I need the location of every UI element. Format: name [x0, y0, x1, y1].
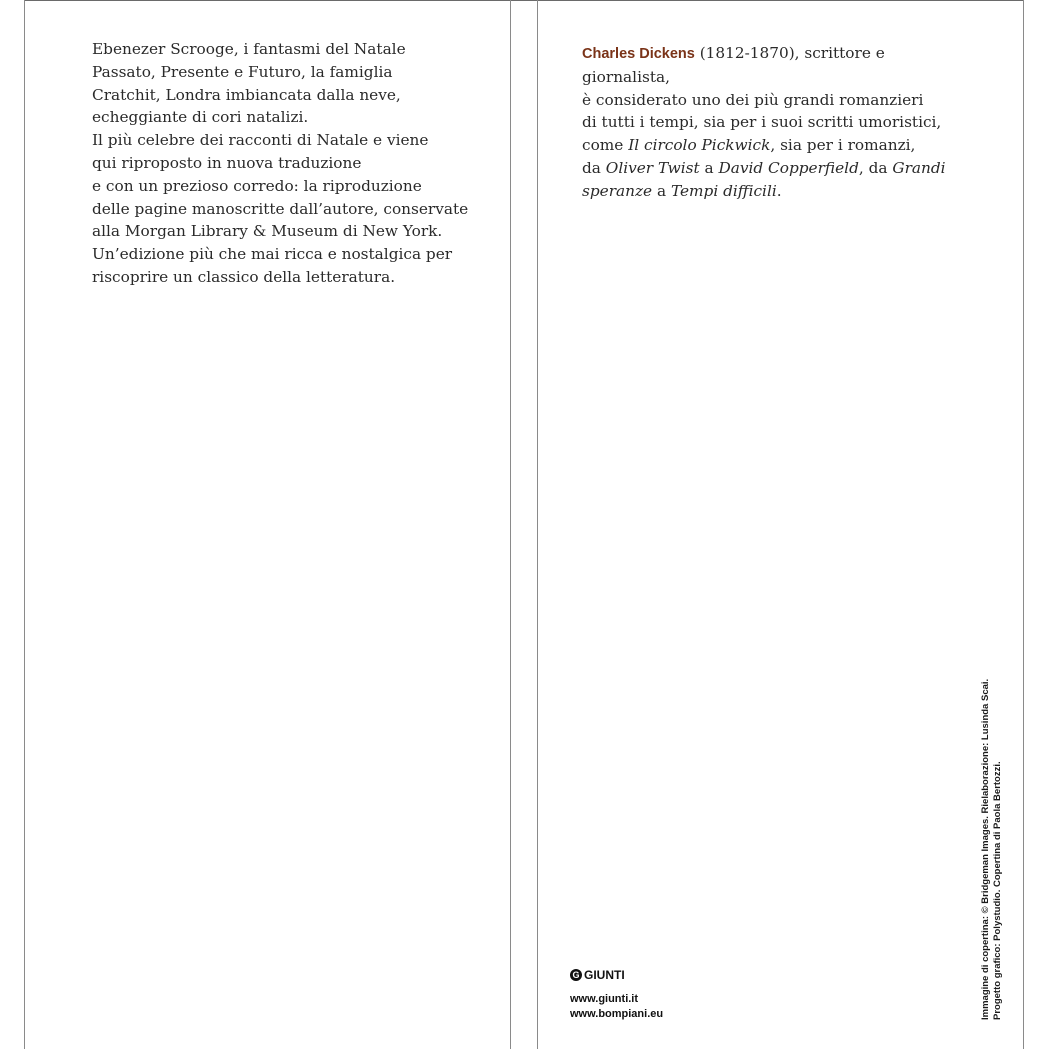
bio-text: a: [652, 181, 671, 200]
bio-text: da: [582, 158, 606, 177]
bio-line: di tutti i tempi, sia per i suoi scritti umoristici,: [582, 113, 942, 132]
synopsis-line: Cratchit, Londra imbiancata dalla neve,: [92, 85, 401, 104]
image-credits: [980, 679, 1003, 1020]
synopsis-line: e con un prezioso corredo: la riproduzione: [92, 176, 422, 195]
synopsis-line: delle pagine manoscritte dall’autore, conservate: [92, 199, 469, 218]
bio-text: , da: [858, 158, 893, 177]
logo-text: GIUNTI: [584, 968, 625, 982]
synopsis-line: qui riproposto in nuova traduzione: [92, 153, 362, 172]
top-border: [24, 0, 1024, 1]
bio-text: (1812-1870), scrittore e giornalista,: [582, 44, 885, 86]
book-title: Il circolo Pickwick: [628, 136, 771, 155]
bio-line: [582, 180, 962, 203]
bio-text: , sia per i romanzi,: [770, 136, 916, 155]
book-title: speranze: [582, 181, 653, 200]
publisher-urls: [570, 992, 663, 1022]
bompiani-url: www.bompiani.eu: [570, 1008, 664, 1020]
synopsis-text: [92, 38, 482, 289]
book-title: Oliver Twist: [605, 158, 700, 177]
synopsis-line: Un’edizione più che mai ricca e nostalgica per: [92, 245, 453, 264]
bio-line: [582, 157, 962, 180]
bio-line: è considerato uno dei più grandi romanzieri: [582, 90, 924, 109]
author-name: Charles Dickens: [582, 46, 695, 62]
giunti-url: www.giunti.it: [570, 993, 639, 1005]
synopsis-line: riscoprire un classico della letteratura.: [92, 267, 396, 286]
synopsis-line: alla Morgan Library & Museum di New York.: [92, 222, 443, 241]
bio-line: [582, 134, 962, 157]
left-edge-line: [24, 0, 25, 1049]
flap-fold-line-right: [537, 0, 538, 1049]
credit-line: Immagine di copertina: © Bridgeman Images. Rielaborazione: Lusinda Scai.: [980, 678, 991, 1020]
book-title: Grandi: [892, 158, 946, 177]
bio-text: .: [776, 181, 782, 200]
author-bio: [582, 42, 962, 203]
synopsis-line: Ebenezer Scrooge, i fantasmi del Natale: [92, 40, 406, 58]
synopsis-line: Il più celebre dei racconti di Natale e viene: [92, 131, 429, 150]
book-title: Tempi difficili: [670, 181, 777, 200]
credit-line: Progetto grafico: Polystudio. Copertina di Paola Bertozzi.: [991, 761, 1003, 1020]
synopsis-line: echeggiante di cori natalizi.: [92, 108, 309, 127]
right-edge-line: [1023, 0, 1024, 1049]
giunti-logo-icon: G: [570, 969, 582, 981]
bio-text: come: [582, 136, 629, 155]
bio-text: a: [699, 158, 719, 177]
giunti-logo: [570, 968, 625, 982]
book-title: David Copperfield: [718, 158, 859, 177]
flap-fold-line-left: [510, 0, 511, 1049]
bio-line: [582, 42, 962, 89]
synopsis-line: Passato, Presente e Futuro, la famiglia: [92, 62, 393, 81]
